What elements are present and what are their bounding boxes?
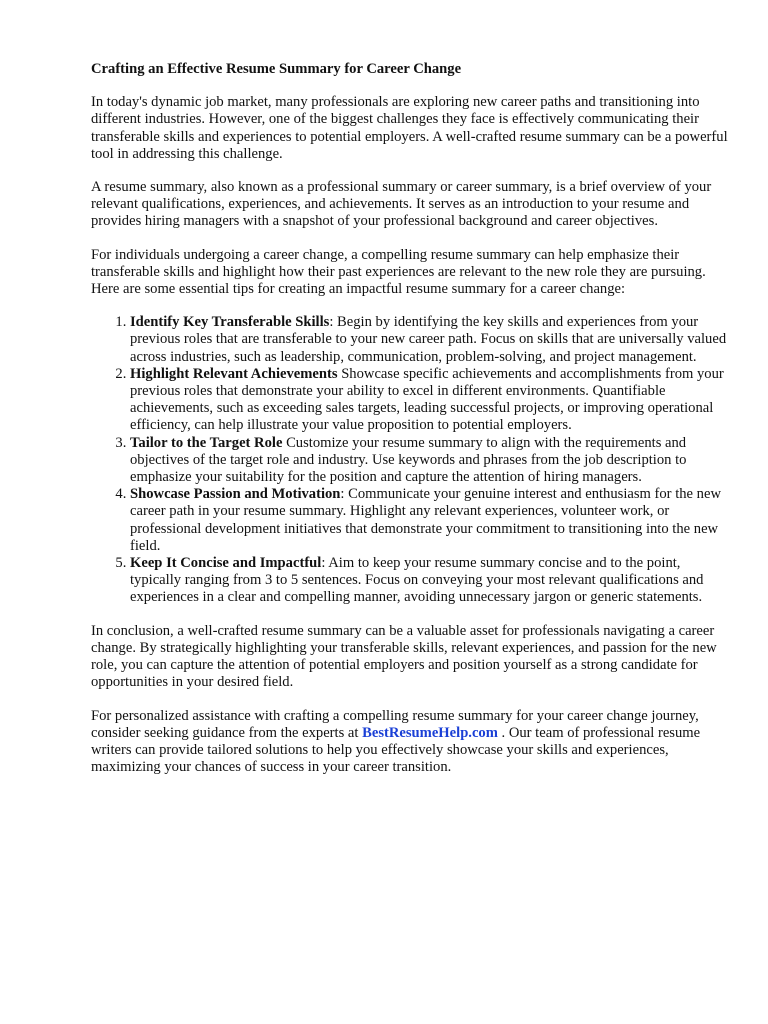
document-page <box>91 61 731 792</box>
tip-title: Identify Key Transferable Skills <box>130 314 330 331</box>
tip-title: Keep It Concise and Impactful <box>130 555 322 572</box>
closing-text-before-link: For personalized assistance with crafting a compelling resume summary for your career change journey, consider seeking guidance from the experts at <box>91 707 699 741</box>
tip-separator: : <box>321 555 326 572</box>
tip-title: Tailor to the Target Role <box>130 434 283 451</box>
tip-body: Aim to keep your resume summary concise and to the point, typically ranging from 3 to 5 sentences. Focus on conveying your most relevant qualifications and experiences in a clear and compelling manner, avoiding unnecessary jargon or generic statements. <box>130 555 704 606</box>
closing-paragraph <box>91 708 731 777</box>
tip-separator: : <box>340 486 345 503</box>
tip-item <box>130 486 731 555</box>
document-title: Crafting an Effective Resume Summary for Career Change <box>91 61 462 77</box>
tip-body: Customize your resume summary to align with the requirements and objectives of the target role and industry. Use keywords and phrases from the job description to emphasize your suitability for the position and capture the attention of hiring managers. <box>130 434 687 486</box>
tip-item <box>130 314 731 366</box>
conclusion-paragraph: In conclusion, a well-crafted resume summary can be a valuable asset for professionals navigating a career change. By strategically highlighting your transferable skills, relevant experiences, and passion for the new role, you can capture the attention of potential employers and position yourself as a strong candidate for opportunities in your desired field. <box>91 622 717 691</box>
tip-title: Highlight Relevant Achievements <box>130 365 338 382</box>
intro-paragraph-1: In today's dynamic job market, many professionals are exploring new career paths and transitioning into different industries. However, one of the biggest challenges they face is effectively communicating their transferable skills and experiences to potential employers. A well-crafted resume summary can be a powerful tool in addressing this challenge. <box>91 94 728 162</box>
intro-paragraph-3: For individuals undergoing a career change, a compelling resume summary can help emphasize their transferable skills and highlight how their past experiences are relevant to the new role they are pursuing. Here are some essential tips for creating an impactful resume summary for a career change: <box>91 246 706 298</box>
tip-title: Showcase Passion and Motivation <box>130 486 341 503</box>
tip-body: Begin by identifying the key skills and experiences from your previous roles that are transferable to your new career path. Focus on skills that are universally valued across industries, such as leadership, communication, problem-solving, and project management. <box>130 314 727 365</box>
tip-item <box>130 555 731 607</box>
tip-item <box>130 435 731 487</box>
tip-body: Showcase specific achievements and accomplishments from your previous roles that demonstrate your ability to excel in different environments. Quantifiable achievements, such as exceeding sales targets, leading successful projects, or improving operational efficiency, can help illustrate your value proposition to potential employers. <box>130 365 724 434</box>
closing-text-after-link: . Our team of professional resume writers can provide tailored solutions to help you effectively showcase your skills and experiences, maximizing your chances of success in your career transition. <box>91 724 701 776</box>
tip-body: Communicate your genuine interest and enthusiasm for the new career path in your resume summary. Highlight any relevant experiences, volunteer work, or professional development initiatives that demonstrate your commitment to transitioning into the new field. <box>130 486 721 554</box>
tip-item <box>130 366 731 435</box>
intro-paragraph-2: A resume summary, also known as a professional summary or career summary, is a brief overview of your relevant qualifications, experiences, and achievements. It serves as an introduction to your resume and provides hiring managers with a snapshot of your professional background and career objectives. <box>91 179 712 230</box>
best-resume-help-link[interactable]: BestResumeHelp.com <box>362 724 498 741</box>
tips-list <box>91 314 731 606</box>
tip-separator: : <box>329 314 334 331</box>
